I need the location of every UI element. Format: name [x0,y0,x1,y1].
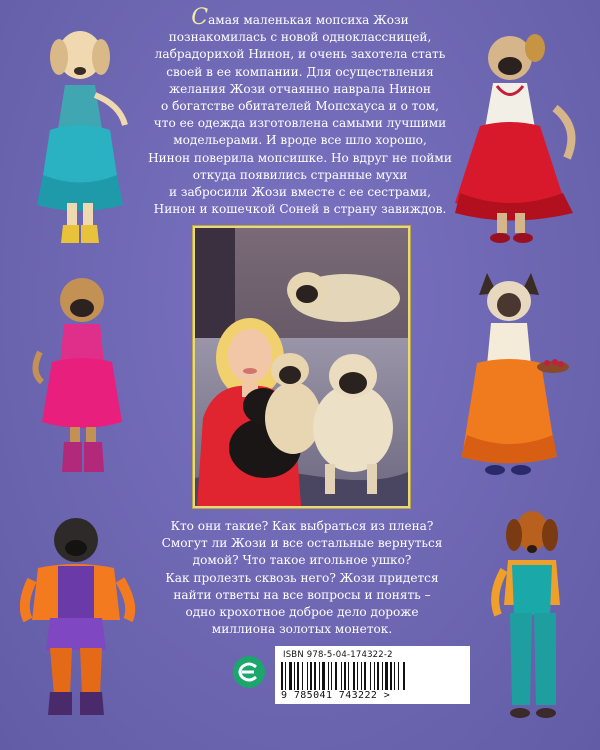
blurb-line-12: Нинон и кошечкой Соней в страну завиждов. [153,202,447,217]
barcode-bars [281,662,464,690]
blurb-line-8: модельерами. И вроде все шло хорошо, [173,133,427,148]
question-line-3: домой? Что такое игольное ушко? [192,553,412,568]
labrador-illustration [25,25,135,250]
blurb-line-1: Самая маленькая мопсиха Жози [191,5,409,30]
author-photo [193,226,410,508]
blurb-line-10: откуда появились странные мухи [192,167,408,182]
dachshund-illustration [470,505,590,730]
question-line-2: Смогут ли Жози и все остальные вернуться [161,536,443,551]
barcode-digits: 9 785041 743222 > [281,690,391,701]
blurb-line-7: что ее одежда изготовлена самыми лучшими [153,116,447,131]
blurb-line-5: желания Жози отчаянно наврала Нинон [169,81,431,96]
isbn-barcode [275,646,470,704]
blurb-line-2: познакомилась с новой одноклассницей, [168,30,432,45]
question-line-4: Как пролезть сквозь него? Жози придется [165,570,439,585]
pug-orange-shirt-illustration [20,510,140,725]
blurb-line-9: Нинон поверила мопсишке. Но вдруг не пойми [148,150,452,165]
blurb-line-3: лабрадорихой Нинон, и очень захотела стать [154,47,446,62]
blurb-line-6: о богатстве обитателей Мопсхауса и о том, [160,99,440,114]
blurb-line-11: и забросили Жози вместе с ее сестрами, [168,185,432,200]
pug-pink-dress-illustration [30,272,130,482]
question-line-6: одно крохотное доброе дело дороже [185,605,419,620]
isbn-number: ISBN 978-5-04-174322-2 [283,650,393,660]
dropcap: С [191,5,209,30]
teaser-questions [152,518,452,638]
pug-red-dress-illustration [455,28,585,253]
question-line-7: миллиона золотых монеток. [211,622,393,637]
blurb-line-4: своей в ее компании. Для осуществления [166,64,434,79]
siamese-cat-illustration [455,265,575,485]
question-line-5: найти ответы на все вопросы и понять – [173,587,431,602]
publisher-logo-icon [232,655,266,689]
synopsis-text [130,5,470,218]
question-line-1: Кто они такие? Как выбраться из плена? [170,519,434,533]
